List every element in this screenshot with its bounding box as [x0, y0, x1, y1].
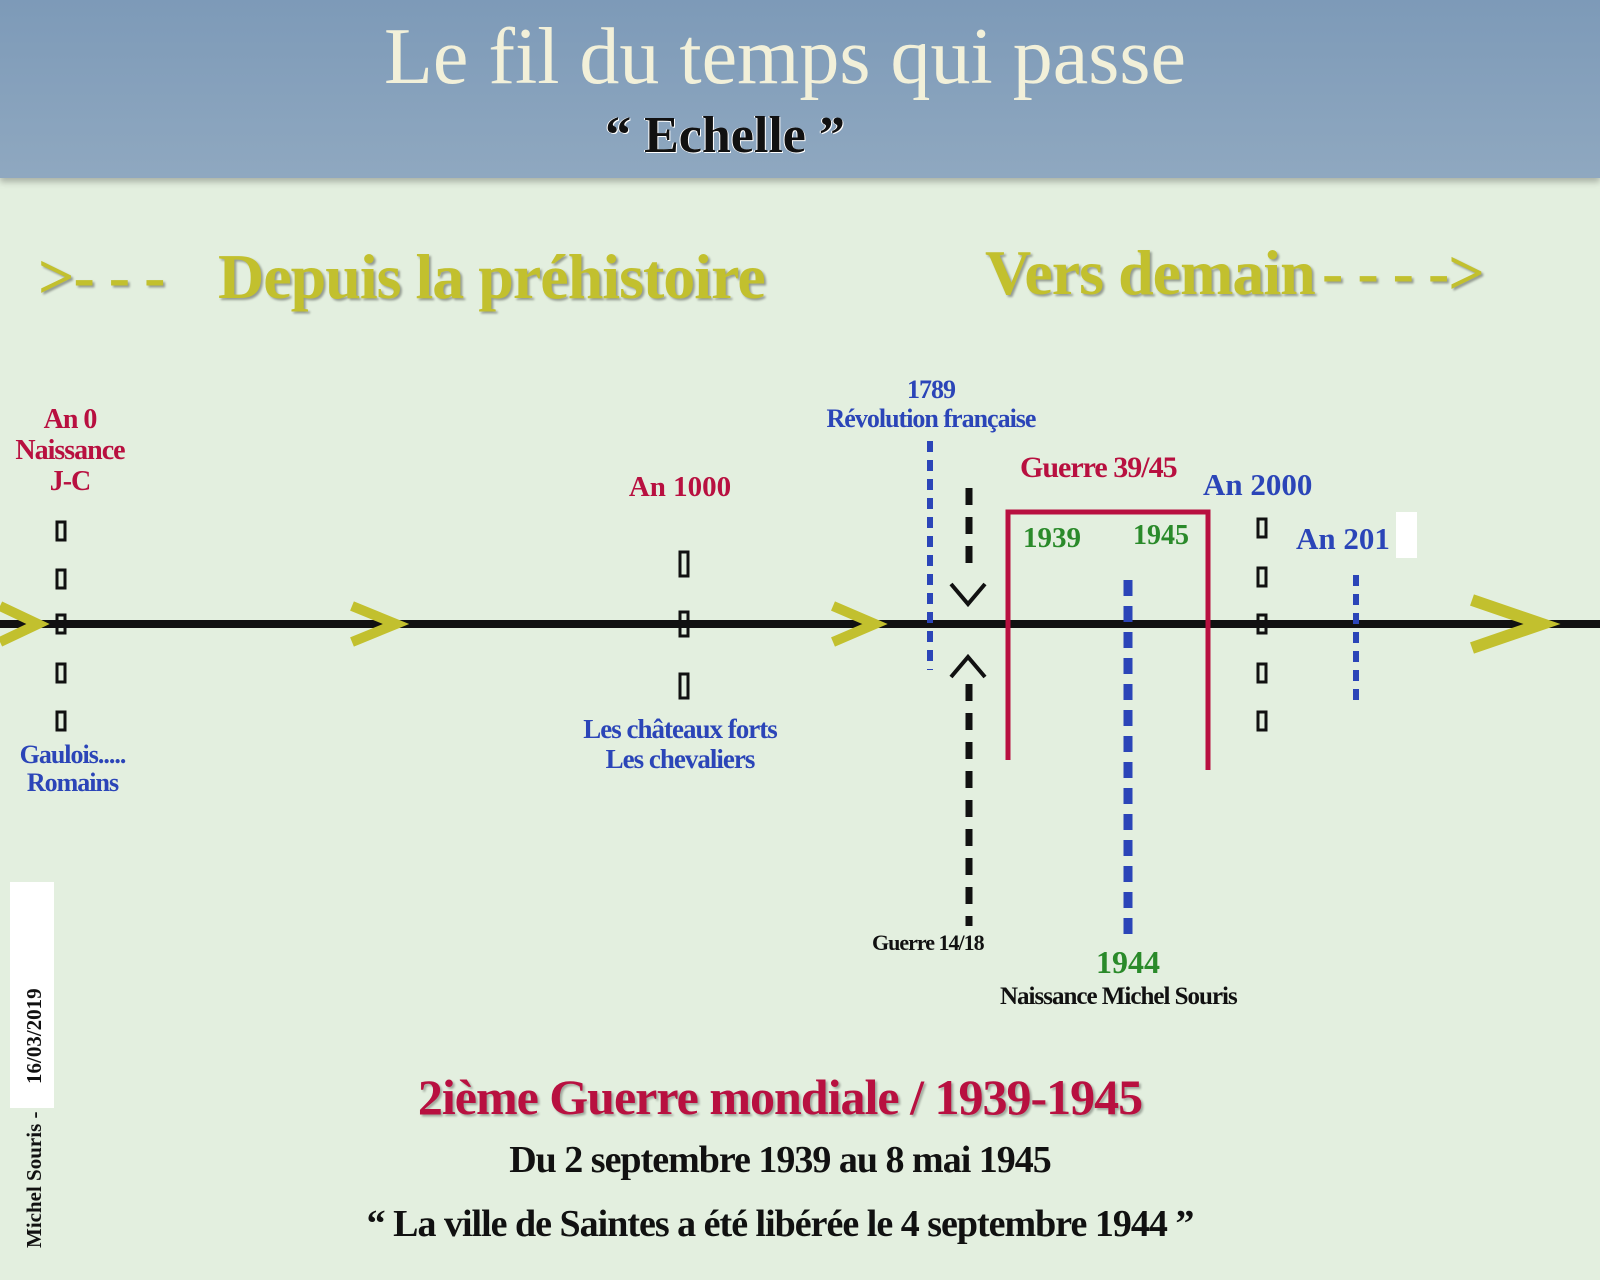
label-1789: [800, 375, 1062, 433]
label-an0-below: [0, 741, 145, 797]
label-an1000: An 1000: [628, 471, 732, 503]
label-an0: [0, 404, 140, 497]
label-birth-year: 1944: [1096, 944, 1160, 980]
label-1789-event: Révolution française: [826, 404, 1036, 433]
footer-heading: 2ième Guerre mondiale / 1939-1945: [417, 1069, 1143, 1125]
label-birth: Naissance Michel Souris: [1000, 983, 1237, 1010]
footer-quote: “ La ville de Saintes a été libérée le 4 septembre 1944 ”: [366, 1203, 1194, 1245]
page-subtitle: “ Echelle ”: [605, 107, 845, 164]
future-direction-label: Vers demain: [985, 237, 1315, 308]
label-ww2: Guerre 39/45: [1020, 451, 1177, 484]
label-an0-line: J-C: [49, 466, 91, 497]
future-arrow-label: - - - ->: [1322, 237, 1484, 308]
label-ww2-end: 1945: [1133, 520, 1189, 551]
label-an0-line: Naissance: [15, 435, 125, 466]
label-an0-below-line: Romains: [26, 768, 119, 797]
label-an2000: An 2000: [1203, 467, 1313, 502]
label-ww2-start: 1939: [1023, 522, 1081, 554]
signature-date: 16/03/2019: [22, 988, 46, 1084]
label-an1000-below: [540, 714, 820, 774]
label-an1000-below-line: Les châteaux forts: [583, 714, 777, 744]
signature-author: Michel Souris -: [22, 1111, 46, 1248]
label-ww1: Guerre 14/18: [872, 930, 984, 955]
page-title: Le fil du temps qui passe: [383, 13, 1187, 101]
footer-dates: Du 2 septembre 1939 au 8 mai 1945: [509, 1139, 1051, 1181]
ww1-up-arrow: [951, 657, 985, 677]
label-1789-year: 1789: [907, 375, 955, 404]
label-an201x: An 201: [1296, 521, 1390, 556]
ww1-down-arrow: [951, 584, 985, 604]
label-an0-line: An 0: [43, 404, 97, 435]
label-an0-below-line: Gaulois.....: [19, 740, 126, 769]
label-an1000-below-line: Les chevaliers: [605, 744, 755, 774]
past-direction-label: Depuis la préhistoire: [218, 241, 765, 312]
past-arrow-label: >- - -: [38, 241, 165, 312]
label-patch: [1396, 512, 1417, 558]
